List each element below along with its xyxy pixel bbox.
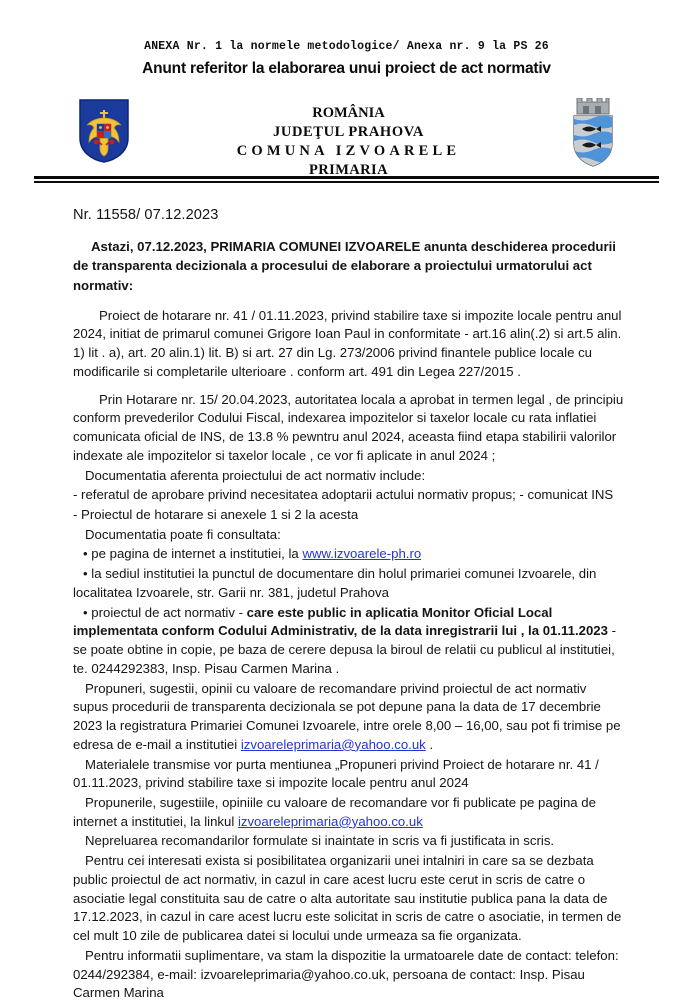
email-link-publicare[interactable]: izvoareleprimaria@yahoo.co.uk [238, 814, 423, 829]
paragraph-hotarare: Prin Hotarare nr. 15/ 20.04.2023, autoritatea locala a aprobat in termen legal , de principiu conform prevederilor Codului Fiscal, indexarea impozitelor si taxelor locale cu rata inflatiei comunicata oficial de INS, de 13.8 % pewntru anul 2024, aceasta fiind etapa stabilirii valorilor indexate ale impozitelor si taxelor locale , ce vor fi aplicate in anul 2024 ; [73, 391, 625, 466]
paragraph-consultare: Documentatia poate fi consultata: [73, 526, 625, 545]
list-item-proiect-hotarare: - Proiectul de hotarare si anexele 1 si 2 la acesta [73, 506, 625, 525]
page-title: Anunt referitor la elaborarea unui proiect de act normativ [0, 60, 693, 78]
bullet-sediu: • la sediul institutiei la punctul de documentare din holul primariei comunei Izvoarele, din localitatea Izvoarele, str. Garii nr. 381, judetul Prahova [73, 565, 625, 602]
paragraph-propuneri [73, 680, 625, 755]
bullet-monitor-prefix: • proiectul de act normativ - [83, 605, 247, 620]
paragraph-dezbatere-publica: Pentru cei interesati exista si posibilitatea organizarii unei intalniri in care sa se dezbata public proiectul de act normativ, in cazul in care acest lucru este cerut in scris de catre o asociatie legal constituita sau de catre o alta autoritate sau institutie publica pana la data de 17.12.2023, in cazul in care acest lucru este solicitat in scris de catre o asociatie, in termen de cel mult 10 zile de publicarea datei si locului unde urmeaza sa fie organizata. [73, 852, 625, 946]
bullet-website-text: • pe pagina de internet a institutiei, la [83, 546, 302, 561]
bullet-website [73, 545, 625, 564]
paragraph-nepreluarea: Nepreluarea recomandarilor formulate si inaintate in scris va fi justificata in scris. [73, 832, 625, 851]
announcement-intro: Astazi, 07.12.2023, PRIMARIA COMUNEI IZVOARELE anunta deschiderea procedurii de transparenta decizionala a procesului de elaborare a proiectului urmatorului act normativ: [73, 237, 625, 294]
bullet-monitor-bold: care este public in aplicatia Monitor Oficial Local implementata conform Codului Administrativ, de la data inregistrarii lui , la 01.11.2023 [73, 605, 608, 639]
masthead-text [132, 98, 565, 179]
document-number: Nr. 11558/ 07.12.2023 [73, 205, 625, 226]
paragraph-documentatia-include: Documentatia aferenta proiectului de act normativ include: [73, 467, 625, 486]
paragraph-materiale: Materialele transmise vor purta mentiunea „Propuneri privind Proiect de hotarare nr. 41 / 01.11.2023, privind stabilire taxe si impozite locale pentru anul 2024 [73, 756, 625, 793]
masthead-county: JUDEŢUL PRAHOVA [132, 123, 565, 142]
masthead-country: ROMÂNIA [132, 104, 565, 123]
email-link-propuneri[interactable]: izvoareleprimaria@yahoo.co.uk [241, 737, 426, 752]
masthead-institution: PRIMARIA [132, 161, 565, 180]
paragraph-proiect: Proiect de hotarare nr. 41 / 01.11.2023, privind stabilire taxe si impozite locale pentru anul 2024, initiat de primarul comunei Grigore Ioan Paul in conformitate - art.16 alin(.2) si art.5 alin. 1) lit . a), art. 20 alin.1) lit. B) si art. 27 din Lg. 273/2006 privind finantele publice locale cu modificarile si completarile ulterioare . conform art. 491 din Legea 227/2015 . [73, 307, 625, 382]
paragraph-propuneri-suffix: . [426, 737, 433, 752]
website-link[interactable]: www.izvoarele-ph.ro [302, 546, 421, 561]
document-body [0, 205, 693, 1003]
paragraph-publicate [73, 794, 625, 831]
paragraph-propuneri-text: Propuneri, sugestii, opinii cu valoare de recomandare privind proiectul de act normativ supus procedurii de transparenta decizionala se pot depune pana la data de 17 decembrie 2023 la registratura Primariei Comunei Izvoarele, intre orele 8,00 – 16,00, sau pot fi trimise pe edresa de e-mail a institutiei [73, 681, 621, 752]
paragraph-contact: Pentru informatii suplimentare, va stam la dispozitie la urmatoarele date de contact: telefon: 0244/292384, e-mail: izvoareleprimaria@yahoo.co.uk, persoana de contact: Insp. Pisau Carmen Marina [73, 947, 625, 1003]
paragraph-publicate-text: Propunerile, sugestiile, opiniile cu valoare de recomandare vor fi publicate pe pagina de internet a institutiei, la linkul [73, 795, 596, 829]
izvoarele-coat-of-arms-icon [565, 98, 621, 168]
masthead-commune: COMUNA IZVOARELE [132, 142, 565, 161]
list-item-referat: - referatul de aprobare privind necesitatea adoptarii actului normativ propus; - comunicat INS [73, 486, 625, 505]
romanian-coat-of-arms-icon [76, 98, 132, 164]
bullet-monitor-oficial-local [73, 604, 625, 679]
anexa-reference-line: ANEXA Nr. 1 la normele metodologice/ Anexa nr. 9 la PS 26 [0, 40, 693, 53]
bullet-monitor-suffix: - se poate obtine in copie, pe baza de cerere depusa la biroul de relatii cu publicul al institutiei, te. 0244292383, Insp. Pisau Carmen Marina . [73, 623, 616, 675]
masthead [0, 98, 693, 170]
mural-crown [577, 98, 609, 114]
